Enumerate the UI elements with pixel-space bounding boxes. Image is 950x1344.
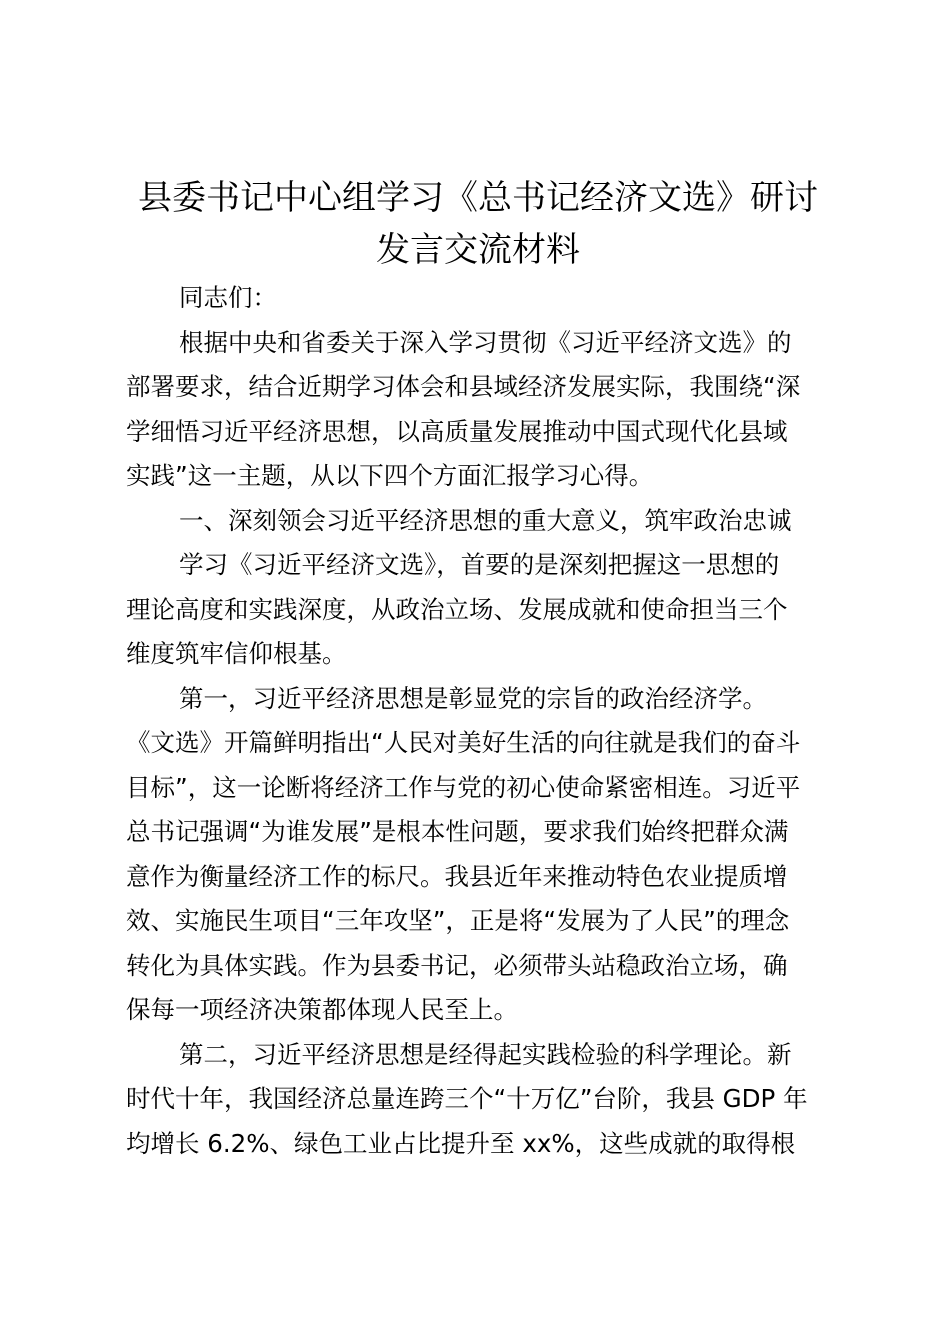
paragraph-line: 转化为具体实践。作为县委书记，必须带头站稳政治立场，确 bbox=[126, 950, 788, 980]
paragraph-line: 维度筑牢信仰根基。 bbox=[126, 639, 347, 668]
paragraph-line: 部署要求，结合近期学习体会和县域经济发展实际，我围绕“深 bbox=[126, 372, 801, 401]
title-line: 发言交流材料 bbox=[376, 230, 580, 270]
salutation-paragraph bbox=[126, 276, 836, 321]
intro-paragraph bbox=[126, 321, 836, 499]
section-intro-paragraph bbox=[126, 543, 836, 677]
point-one-paragraph bbox=[126, 677, 836, 1033]
paragraph-line: 《文选》开篇鲜明指出“人民对美好生活的向往就是我们的奋斗 bbox=[126, 728, 801, 757]
paragraph-line: 第二，习近平经济思想是经得起实践检验的科学理论。新 bbox=[179, 1039, 792, 1069]
paragraph-line: 效、实施民生项目“三年攻坚”，正是将“发展为了人民”的理念 bbox=[126, 906, 790, 935]
paragraph-line: 意作为衡量经济工作的标尺。我县近年来推动特色农业提质增 bbox=[126, 861, 788, 891]
title-line: 县委书记中心组学习《总书记经济文选》研讨 bbox=[138, 178, 818, 218]
paragraph-line: 保每一项经济决策都体现人民至上。 bbox=[126, 995, 518, 1024]
paragraph-line: 均增长 6.2%、绿色工业占比提升至 xx%，这些成就的取得根 bbox=[126, 1128, 796, 1158]
paragraph-line: 学细悟习近平经济思想，以高质量发展推动中国式现代化县域 bbox=[126, 416, 788, 446]
paragraph-line: 学习《习近平经济文选》，首要的是深刻把握这一思想的 bbox=[179, 550, 780, 579]
paragraph-line: 时代十年，我国经济总量连跨三个“十万亿”台阶，我县 GDP 年 bbox=[126, 1084, 808, 1113]
section-heading-line: 一、深刻领会习近平经济思想的重大意义，筑牢政治忠诚 bbox=[179, 505, 792, 535]
section-heading bbox=[126, 499, 836, 544]
paragraph-line: 第一，习近平经济思想是彰显党的宗旨的政治经济学。 bbox=[179, 683, 767, 713]
paragraph-line: 总书记强调“为谁发展”是根本性问题，要求我们始终把群众满 bbox=[126, 817, 789, 846]
document-body bbox=[126, 276, 836, 1166]
paragraph-line: 理论高度和实践深度，从政治立场、发展成就和使命担当三个 bbox=[126, 594, 788, 624]
point-two-paragraph bbox=[126, 1033, 836, 1167]
paragraph-line: 根据中央和省委关于深入学习贯彻《习近平经济文选》的 bbox=[179, 327, 792, 357]
paragraph-line: 实践”这一主题，从以下四个方面汇报学习心得。 bbox=[126, 461, 654, 490]
document-title bbox=[118, 172, 838, 276]
paragraph-line: 目标”，这一论断将经济工作与党的初心使命紧密相连。习近平 bbox=[126, 772, 801, 802]
paragraph-line: 同志们： bbox=[179, 283, 277, 312]
